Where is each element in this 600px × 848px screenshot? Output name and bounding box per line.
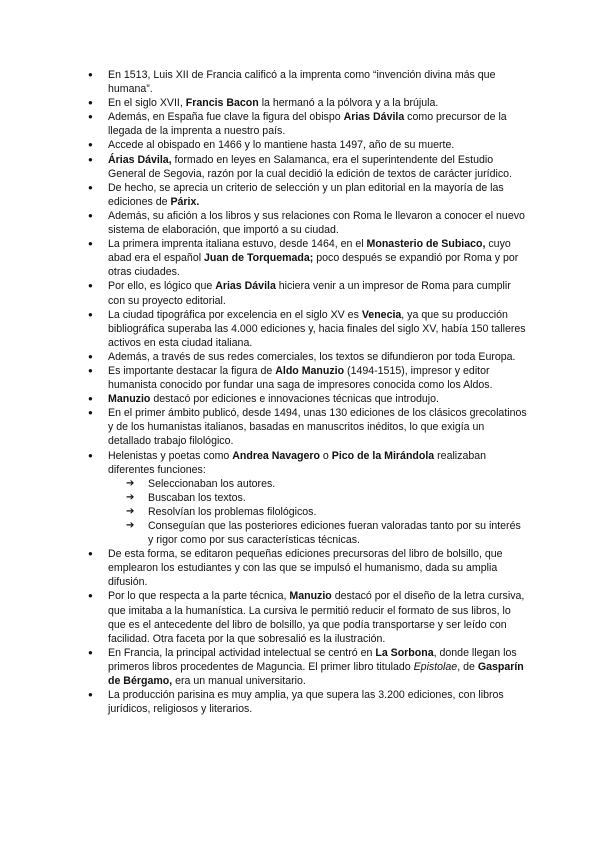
bold-text: La Sorbona [375,646,434,659]
bold-text: Pico de la Mirándola [331,449,435,462]
list-item [88,392,528,406]
list-item [88,237,528,279]
text-segment: cuyo abad era el español [108,238,511,265]
list-item [88,181,528,209]
text-segment: En el primer ámbito publicó, desde 1494, unas 130 ediciones de los clásicos grecolatinos y de los humanistas italianos, basadas en manuscritos inéditos, lo que exigía un detallado trabajo filológico. [108,407,527,448]
bold-text: Párix. [170,195,200,208]
sub-list [108,477,528,547]
text-segment: destacó por el diseño de la letra cursiva, que imitaba a la humanística. La cursiva le permitió reducir el formato de sus libros, lo que es el antecedente del libro de bolsillo, ya que podía transportarse y ser leído con facilidad. Otra faceta por la que sobresalió es la ilustración. [108,590,525,645]
text-segment: La producción parisina es muy amplia, ya que supera las 3.200 ediciones, con libros jurídicos, religiosos y literarios. [108,689,504,716]
bold-text: Andrea Navagero [232,449,320,462]
text-segment: Es importante destacar la figura de [108,364,276,377]
bold-text: Juan de Torquemada; [204,252,314,265]
bold-text: Manuzio [108,393,151,406]
list-item [88,350,528,364]
bold-text: Arias Dávila [343,111,405,124]
list-item [88,364,528,392]
list-item [88,110,528,138]
list-item [88,153,528,181]
text-segment: como precursor de la llegada de la imprenta a nuestro país. [108,111,507,138]
text-segment: La primera imprenta italiana estuvo, desde 1464, en el [108,238,367,251]
text-segment: En Francia, la principal actividad intelectual se centró en [108,646,376,659]
text-segment: Por ello, es lógico que [108,280,216,293]
text-segment: Helenistas y poetas como [108,449,233,462]
text-segment: Accede al obispado en 1466 y lo mantiene hasta 1497, año de su muerte. [108,139,455,152]
list-item [88,279,528,307]
list-item [88,589,528,645]
list-item [88,449,528,548]
bold-text: Monasterio de Subiaco, [366,238,486,251]
list-item [88,68,528,96]
bold-text: Árias Dávila, [108,153,172,166]
text-segment: hiciera venir a un impresor de Roma para cumplir con su proyecto editorial. [108,280,511,307]
text-segment: De hecho, se aprecia un criterio de selección y un plan editorial en la mayoría de las ediciones de [108,181,504,208]
bold-text: Venecia [361,308,402,321]
bullet-list [88,68,528,716]
list-item [88,96,528,110]
list-item [88,547,528,589]
list-item [88,646,528,688]
text-segment: Además, a través de sus redes comerciales, los textos se difundieron por toda Europa. [108,350,516,363]
list-item [88,209,528,237]
bold-text: Manuzio [289,590,332,603]
text-segment: poco después se expandió por Roma y por otras ciudades. [108,252,519,279]
list-item [88,308,528,350]
text-segment: , ya que su producción bibliográfica superaba las 4.000 ediciones y, hacia finales del siglo XV, había 150 talleres activos en esta ciudad italiana. [108,308,526,349]
sub-list-item: ➔ Conseguían que las posteriores ediciones fueran valoradas tanto por su interés y rigor como por sus características técnicas. [108,519,528,547]
text-segment: Además, su afición a los libros y sus relaciones con Roma le llevaron a conocer el nuevo sistema de elaboración, que importó a su ciudad. [108,209,525,237]
bold-text: Aldo Manuzio [275,364,345,377]
sub-list-item: ➔ Buscaban los textos. [108,491,528,505]
list-item [88,406,528,448]
text-segment: Por lo que respecta a la parte técnica, [108,590,290,603]
text-segment: formado en leyes en Salamanca, era el superintendente del Estudio General de Segovia, razón por la cual decidió la edición de textos de carácter jurídico. [108,153,512,180]
text-segment: la hermanó a la pólvora y a la brújula. [258,97,439,110]
text-segment: En 1513, Luis XII de Francia calificó a la imprenta como “invención divina más que humana”. [108,69,496,96]
text-segment: , donde llegan los primeros libros procedentes de Maguncia. El primer libro titulado [108,646,517,673]
text-segment: , de [457,660,478,673]
text-segment: (1494-1515), impresor y editor humanista conocido por fundar una saga de impresores conocida como los Aldos. [108,364,493,392]
bold-text: Arias Dávila [215,280,276,293]
text-segment: De esta forma, se editaron pequeñas ediciones precursoras del libro de bolsillo, que emplearon los estudiantes y con las que se impulsó el humanismo, dada su amplia difusión. [108,548,503,589]
text-segment: era un manual universitario. [172,675,306,688]
text-segment: En el siglo XVII, [108,97,186,110]
bold-text: Francis Bacon [185,97,259,110]
list-item [88,138,528,152]
text-segment: Además, en España fue clave la figura del obispo [108,111,344,124]
text-segment: La ciudad tipográfica por excelencia en el siglo XV es [108,308,362,321]
italic-text: Epistolae [413,660,458,673]
text-segment: o [319,449,332,462]
text-segment: destacó por ediciones e innovaciones técnicas que introdujo. [150,393,439,406]
list-item [88,688,528,716]
bold-text: Gasparín de Bérgamo, [108,660,524,688]
text-segment: realizaban diferentes funciones: [108,449,487,476]
sub-list-item: ➔ Seleccionaban los autores. [108,477,528,491]
sub-list-item: ➔ Resolvían los problemas filológicos. [108,505,528,519]
